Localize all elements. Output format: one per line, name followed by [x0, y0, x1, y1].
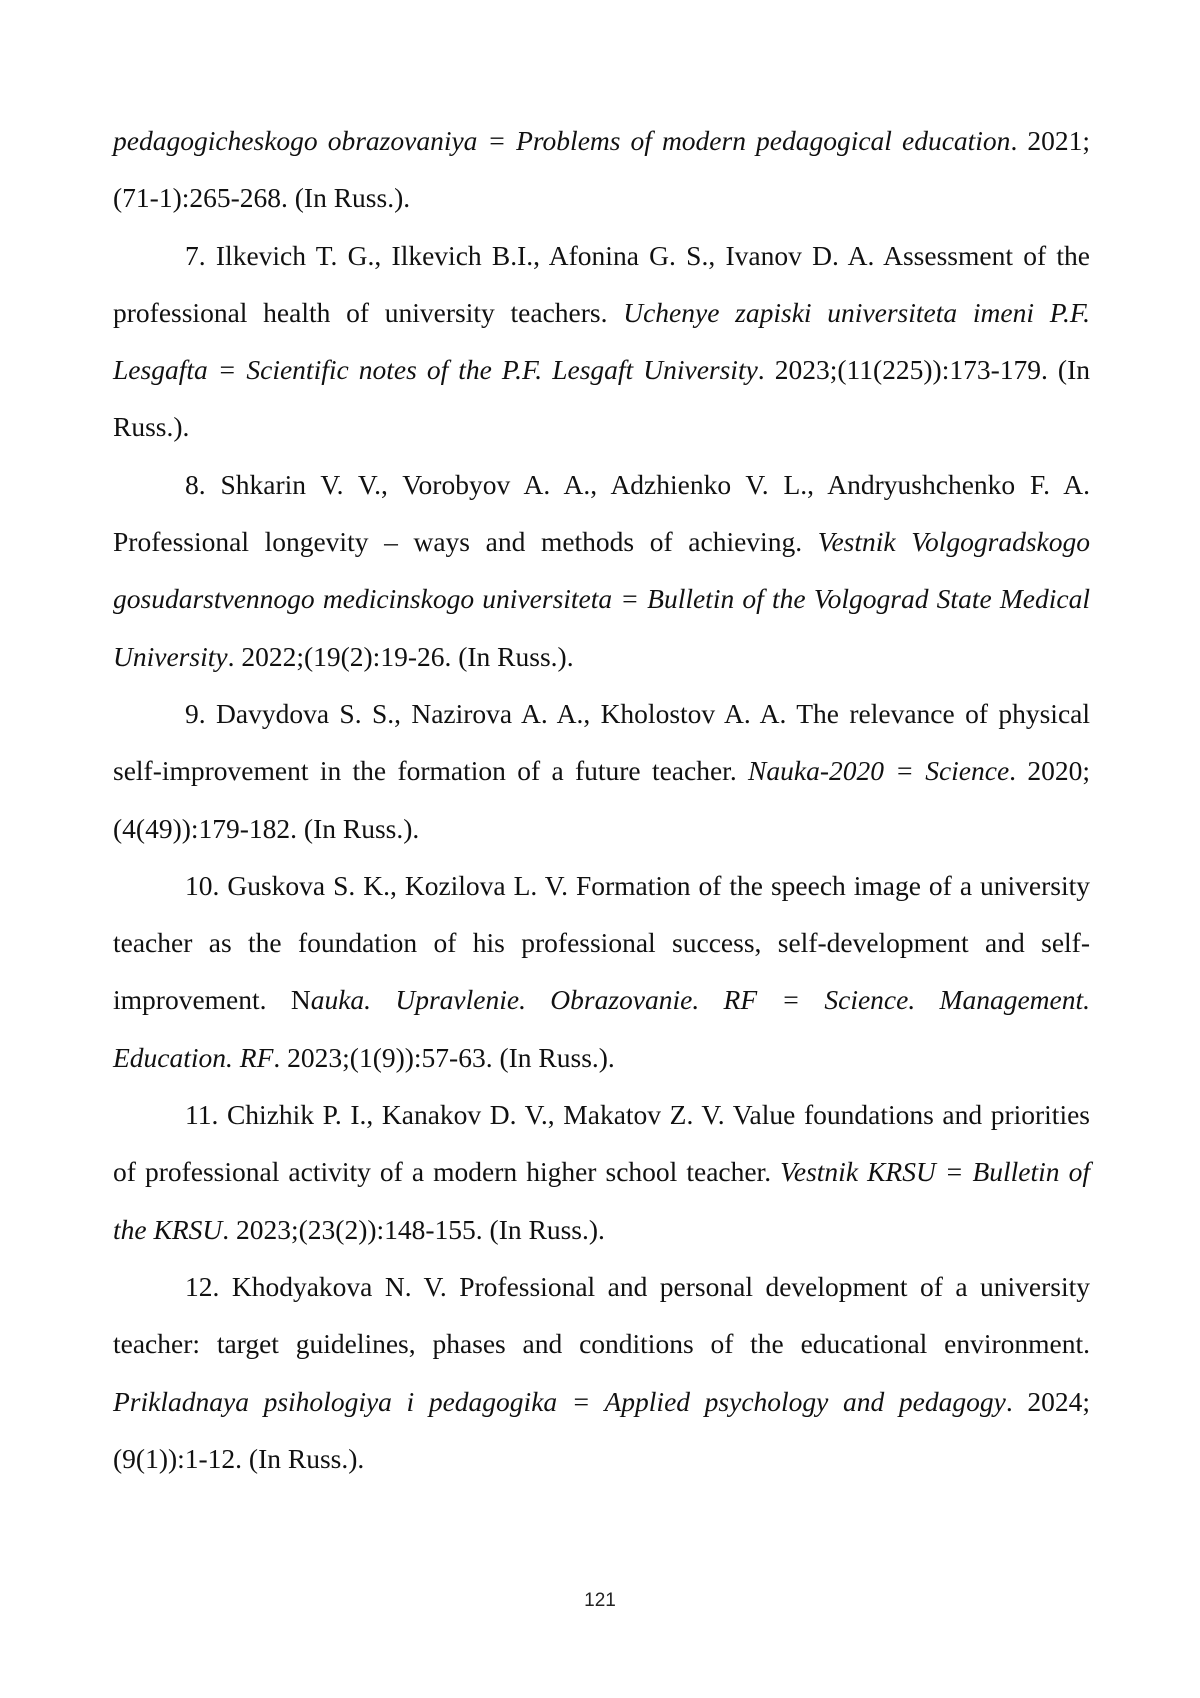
- reference-9: [113, 685, 1090, 857]
- journal-title: auka. Upravlenie. Obrazovanie. RF = Science. Management. Education. RF: [113, 984, 1090, 1073]
- reference-11: [113, 1086, 1090, 1258]
- authors-and-title: 11. Chizhik P. I., Kanakov D. V., Makatov Z. V. Value foundations and priorities of professional activity of a modern higher school teacher.: [113, 1099, 1090, 1188]
- citation-details: . 2023;(1(9)):57-63. (In Russ.).: [273, 1041, 615, 1073]
- authors-and-title: 7. Ilkevich T. G., Ilkevich B.I., Afonina G. S., Ivanov D. A. Assessment of the professional health of university teachers.: [113, 239, 1090, 328]
- citation-details: . 2020;(4(49)):179-182. (In Russ.).: [113, 755, 1090, 844]
- reference-12: [113, 1258, 1090, 1487]
- page-number: 121: [584, 1590, 616, 1611]
- citation-details: . 2021;(71-1):265-268. (In Russ.).: [113, 125, 1090, 214]
- reference-list: [113, 112, 1090, 1487]
- citation-details: . 2024;(9(1)):1-12. (In Russ.).: [113, 1385, 1091, 1474]
- reference-10: [113, 857, 1090, 1086]
- reference-7: [113, 227, 1090, 456]
- authors-and-title: 9. Davydova S. S., Nazirova A. A., Kholostov A. A. The relevance of physical self-improvement in the formation of a future teacher.: [113, 697, 1090, 787]
- journal-title: Uchenye zapiski universiteta imeni P.F. Lesgafta = Scientific notes of the P.F. Lesgaft University: [113, 296, 1090, 386]
- citation-details: . 2022;(19(2):19-26. (In Russ.).: [227, 640, 574, 672]
- journal-title: Prikladnaya psihologiya i pedagogika = Applied psychology and pedagogy: [113, 1385, 1006, 1417]
- journal-title: Vestnik KRSU = Bulletin of the KRSU: [113, 1156, 1090, 1245]
- citation-details: . 2023;(23(2)):148-155. (In Russ.).: [222, 1213, 605, 1245]
- reference-6-continuation: [113, 112, 1090, 227]
- authors-and-title: 12. Khodyakova N. V. Professional and personal development of a university teacher: target guidelines, phases and conditions of the educational environment.: [113, 1270, 1090, 1360]
- journal-title: Vestnik Volgogradskogo gosudarstvennogo medicinskogo universiteta = Bulletin of the Volgograd State Medical University: [113, 526, 1090, 672]
- authors-and-title: 8. Shkarin V. V., Vorobyov A. A., Adzhienko V. L., Andryushchenko F. A. Professional longevity – ways and methods of achieving.: [113, 468, 1090, 558]
- journal-title: Nauka-2020 = Science: [748, 755, 1010, 787]
- reference-8: [113, 456, 1090, 685]
- journal-title: pedagogicheskogo obrazovaniya = Problems of modern pedagogical education: [113, 125, 1011, 156]
- citation-details: . 2023;(11(225)):173-179. (In Russ.).: [113, 354, 1090, 443]
- authors-and-title: 10. Guskova S. K., Kozilova L. V. Formation of the speech image of a university teacher as the foundation of his professional success, self-development and self-improvement. N: [113, 869, 1090, 1016]
